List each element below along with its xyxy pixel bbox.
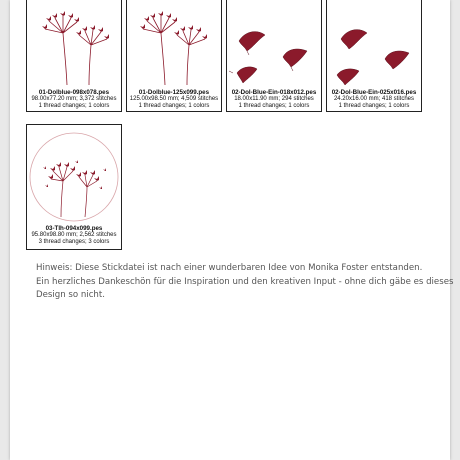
design-thread-info: 1 thread changes; 1 colors: [38, 103, 110, 109]
document-page: [10, 0, 454, 460]
design-size: 18.00x11.90 mm; 294 stitches: [234, 96, 314, 102]
design-filename: 01-Dolblue-098x078.pes: [38, 89, 110, 96]
dandelion-embroidery-preview: [127, 0, 221, 87]
design-size: 98.00x77.20 mm; 3,372 stitches: [31, 96, 117, 102]
note-line: Hinweis: Diese Stickdatei ist nach einer wunderbaren Idee von Monika Foster entstanden.: [36, 263, 423, 273]
design-card[interactable]: [126, 0, 222, 112]
design-thread-info: 1 thread changes; 1 colors: [138, 103, 210, 109]
design-size: 125.00x98.50 mm; 4,509 stitches: [129, 96, 219, 102]
design-filename: 01-Dolblue-125x099.pes: [138, 89, 210, 96]
design-thread-info: 1 thread changes; 1 colors: [238, 103, 310, 109]
design-size: 24.20x16.00 mm; 418 stitches: [333, 96, 415, 102]
leaf-cluster-embroidery-preview: [327, 0, 421, 87]
design-filename: 02-Dol-Blue-Ein-018x012.pes: [231, 89, 317, 96]
design-card[interactable]: [226, 0, 322, 112]
leaf-cluster-embroidery-preview: [227, 0, 321, 87]
design-card[interactable]: [326, 0, 422, 112]
design-size: 95.80x98.80 mm; 2,562 stitches: [31, 232, 117, 238]
credit-note: [36, 262, 454, 303]
design-card[interactable]: [26, 124, 122, 250]
design-filename: 02-Dol-Blue-Ein-025x016.pes: [331, 89, 417, 96]
note-line: Ein herzliches Dankeschön für die Inspiration und den kreativen Input - ohne dich gäbe es dieses: [36, 276, 454, 287]
design-filename: 03-Tlh-094x099.pes: [45, 225, 103, 232]
circle-dandelion-embroidery-preview: [27, 125, 121, 225]
design-thread-info: 1 thread changes; 1 colors: [338, 103, 410, 109]
dandelion-embroidery-preview: [27, 0, 121, 87]
design-thread-info: 3 thread changes; 3 colors: [38, 239, 110, 245]
design-card[interactable]: [26, 0, 122, 112]
note-line: Design so nicht.: [36, 290, 105, 301]
